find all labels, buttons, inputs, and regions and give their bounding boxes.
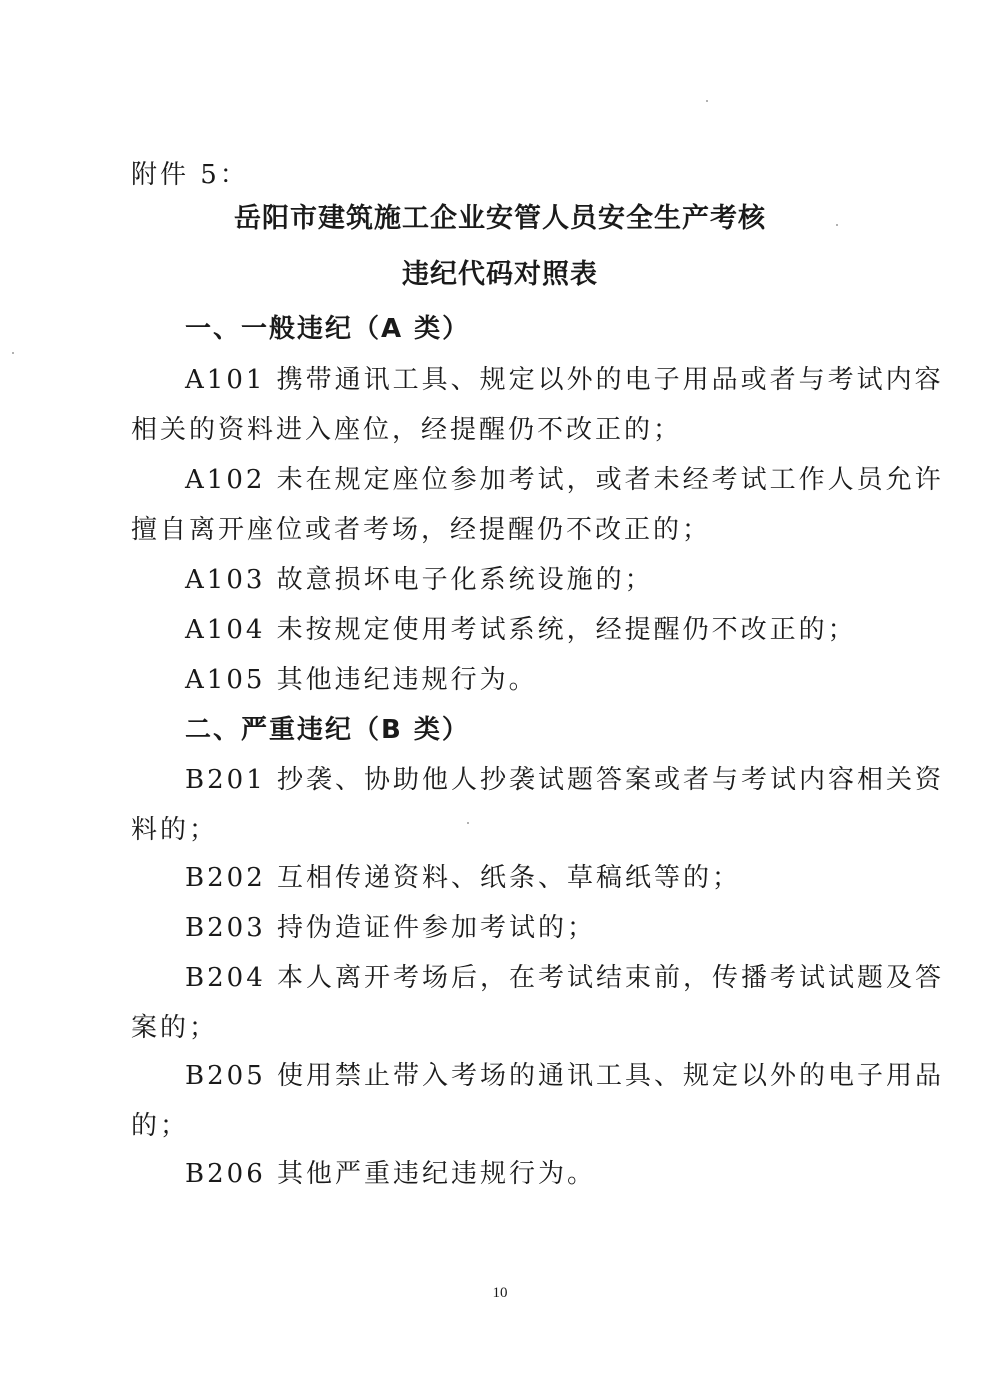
item-b202: B202 互相传递资料、纸条、草稿纸等的；	[185, 863, 741, 893]
item-b204-line1: B204 本人离开考场后，在考试结束前，传播考试试题及答	[185, 963, 944, 993]
item-a101-line2: 相关的资料进入座位，经提醒仍不改正的；	[131, 415, 683, 445]
scan-speck	[467, 822, 469, 824]
item-a102-line2: 擅自离开座位或者考场，经提醒仍不改正的；	[131, 515, 712, 545]
item-a105: A105 其他违纪违规行为。	[185, 665, 538, 695]
item-b203: B203 持伪造证件参加考试的；	[185, 913, 596, 943]
item-a101-line1: A101 携带通讯工具、规定以外的电子用品或者与考试内容	[185, 365, 944, 395]
item-b205-line1: B205 使用禁止带入考场的通讯工具、规定以外的电子用品	[185, 1061, 944, 1091]
item-a104: A104 未按规定使用考试系统，经提醒仍不改正的；	[185, 615, 857, 645]
item-a102-line1: A102 未在规定座位参加考试，或者未经考试工作人员允许	[185, 465, 944, 495]
item-b201-line2: 料的；	[131, 815, 219, 845]
document-title-line1: 岳阳市建筑施工企业安管人员安全生产考核	[234, 203, 766, 234]
section-a-heading: 一、一般违纪（A 类）	[185, 314, 471, 344]
document-title-line2: 违纪代码对照表	[402, 259, 598, 290]
page-number: 10	[492, 1285, 508, 1301]
scan-speck	[12, 352, 14, 354]
scan-speck	[706, 100, 708, 102]
attachment-label: 附件 5：	[131, 160, 249, 190]
item-b206: B206 其他严重违纪违规行为。	[185, 1159, 596, 1189]
section-b-heading: 二、严重违纪（B 类）	[185, 715, 470, 745]
item-b204-line2: 案的；	[131, 1013, 219, 1043]
item-b201-line1: B201 抄袭、协助他人抄袭试题答案或者与考试内容相关资	[185, 765, 944, 795]
scan-speck	[836, 224, 838, 226]
item-b205-line2: 的；	[131, 1111, 190, 1141]
item-a103: A103 故意损坏电子化系统设施的；	[185, 565, 654, 595]
